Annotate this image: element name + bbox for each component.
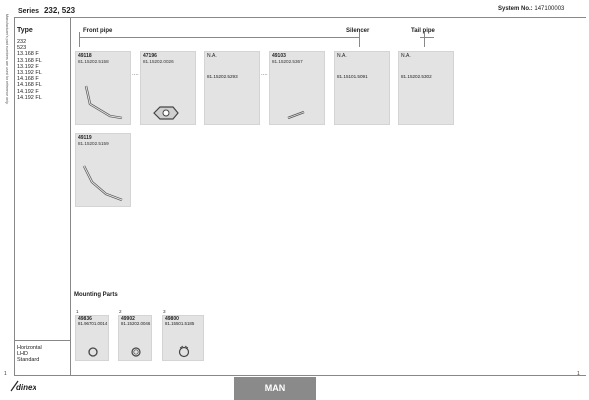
make-tab: MAN xyxy=(234,377,316,400)
mounting-number: 49902 xyxy=(121,316,135,322)
part-number: N.A. xyxy=(207,53,217,59)
pipe-section-icon xyxy=(286,110,308,120)
series-label: Series xyxy=(18,8,40,15)
part-card[interactable] xyxy=(140,51,196,125)
mounting-number: 49836 xyxy=(78,316,92,322)
front-pipe-icon xyxy=(80,82,128,122)
type-label: Type xyxy=(17,27,33,34)
series-header xyxy=(18,6,75,15)
page-number-right: 1 xyxy=(577,371,580,377)
mounting-card[interactable] xyxy=(75,315,109,361)
mounting-index: 2 xyxy=(119,309,122,314)
clamp-ring-icon xyxy=(86,346,100,358)
reference-note: Manufacturer's part numbers are used for reference only. xyxy=(5,14,9,105)
category-silencer: Silencer xyxy=(346,28,370,34)
type-item: 13.192 FL xyxy=(17,70,42,77)
type-item: 14.192 F xyxy=(17,88,39,95)
part-reference: 81.15202.5159 xyxy=(78,141,109,146)
part-card[interactable] xyxy=(204,51,260,125)
part-reference: 81.15202.5158 xyxy=(78,59,109,64)
config-item: LHD xyxy=(17,351,29,358)
page-number-left: 1 xyxy=(4,371,7,377)
type-item: 14.168 FL xyxy=(17,82,42,89)
category-front-pipe: Front pipe xyxy=(83,28,113,34)
category-bracket xyxy=(420,37,434,38)
mounting-parts-title: Mounting Parts xyxy=(74,292,118,298)
system-value: 147100003 xyxy=(534,6,565,12)
system-label: System No.: xyxy=(498,6,533,12)
connector-dots: .... xyxy=(261,71,268,77)
footer-rule xyxy=(14,375,586,376)
config-list xyxy=(17,345,42,364)
header-rule xyxy=(14,17,586,18)
dinex-logo-icon xyxy=(10,380,36,392)
part-reference: 81.15202.5293 xyxy=(207,74,238,79)
part-number: 49119 xyxy=(78,135,92,141)
config-rule xyxy=(14,340,70,341)
part-card[interactable] xyxy=(75,51,131,125)
part-card[interactable] xyxy=(398,51,454,125)
category-tail-pipe: Tail pipe xyxy=(411,28,435,34)
type-item: 523 xyxy=(17,45,27,52)
system-number xyxy=(498,6,564,12)
part-number: 49118 xyxy=(78,53,92,59)
part-number: 49103 xyxy=(272,53,286,59)
brand-name: dinex xyxy=(16,383,36,392)
mounting-reference: 81.15501.5185 xyxy=(165,320,195,326)
part-card[interactable] xyxy=(75,133,131,207)
part-card[interactable] xyxy=(334,51,390,125)
part-number: N.A. xyxy=(337,53,347,59)
category-bracket xyxy=(79,37,359,38)
part-reference: 81.15202.0026 xyxy=(143,59,174,64)
part-card[interactable] xyxy=(269,51,325,125)
type-item: 14.192 FL xyxy=(17,94,42,101)
mounting-number: 49800 xyxy=(165,316,179,322)
front-pipe-icon xyxy=(80,160,128,204)
mounting-index: 3 xyxy=(163,309,166,314)
part-number: N.A. xyxy=(401,53,411,59)
type-list xyxy=(17,39,42,101)
config-item: Standard xyxy=(17,357,40,364)
bracket-tick xyxy=(424,32,425,47)
gasket-icon xyxy=(151,104,181,122)
type-item: 13.192 F xyxy=(17,63,39,70)
bracket-tick xyxy=(79,32,80,47)
type-item: 13.168 FL xyxy=(17,57,42,64)
type-item: 14.168 F xyxy=(17,76,39,83)
gasket-ring-icon xyxy=(129,346,143,358)
clamp-icon xyxy=(176,345,192,359)
part-reference: 81.15202.5302 xyxy=(401,74,432,79)
part-reference: 81.15101.5091 xyxy=(337,74,368,79)
mounting-index: 1 xyxy=(76,309,79,314)
connector-dots: .... xyxy=(132,71,139,77)
mounting-reference: 81.96701.0014 xyxy=(78,320,108,326)
sidebar-divider xyxy=(70,17,71,375)
series-value: 232, 523 xyxy=(43,6,76,15)
brand-logo xyxy=(10,379,36,397)
mounting-card[interactable] xyxy=(162,315,204,361)
sidebar-border xyxy=(14,17,15,375)
type-item: 13.168 F xyxy=(17,51,39,58)
mounting-reference: 81.15202.0046 xyxy=(121,320,151,326)
bracket-tick xyxy=(359,32,360,47)
part-number: 47196 xyxy=(143,53,157,59)
mounting-card[interactable] xyxy=(118,315,152,361)
type-item: 232 xyxy=(17,39,27,45)
config-item: Horizontal xyxy=(17,345,42,351)
part-reference: 81.15202.5367 xyxy=(272,59,303,64)
